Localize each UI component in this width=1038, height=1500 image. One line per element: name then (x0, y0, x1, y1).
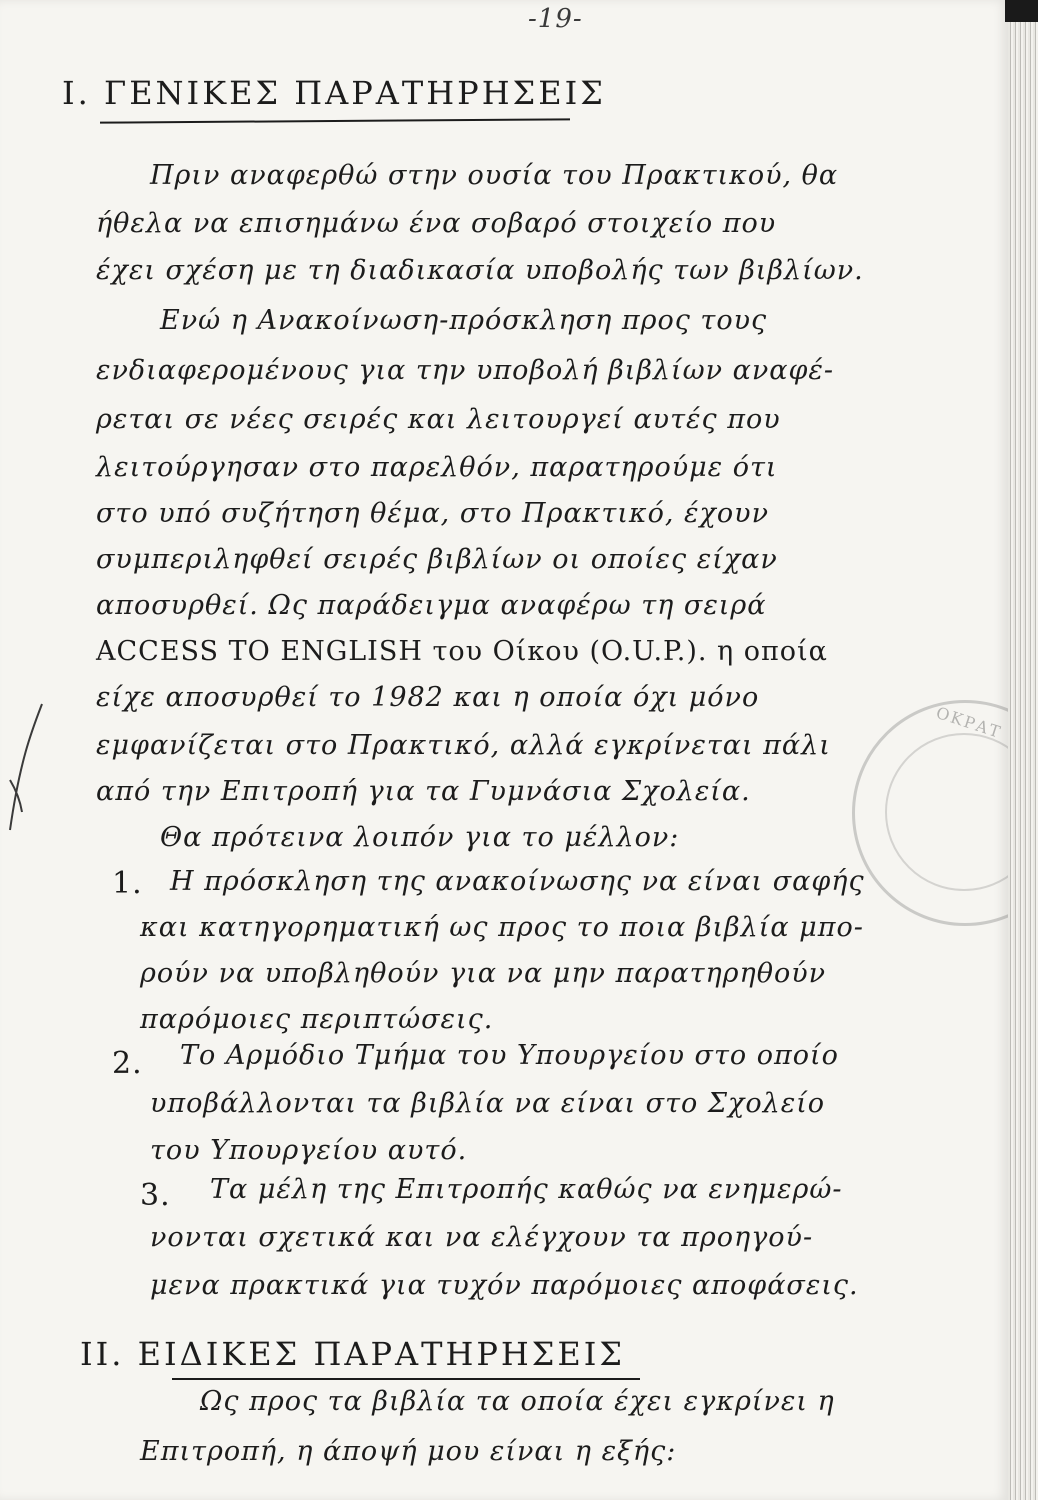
text-line: ρεται σε νέες σειρές και λειτουργεί αυτές που (96, 404, 781, 435)
book-top-corner (1005, 0, 1038, 22)
text-line: Θα πρότεινα λοιπόν για το μέλλον: (160, 822, 680, 853)
text-line: είχε αποσυρθεί το 1982 και η οποία όχι μόνο (96, 682, 760, 713)
text-line: Επιτροπή, η άποψή μου είναι η εξής: (140, 1436, 677, 1467)
stamp-label: ΟΚΡΑΤ (933, 702, 1005, 743)
text-line: Πριν αναφερθώ στην ουσία του Πρακτικού, θα (150, 160, 839, 191)
list-item-line: υποβάλλονται τα βιβλία να είναι στο Σχολείο (150, 1088, 826, 1119)
list-number: 2. (112, 1046, 143, 1081)
list-item-line: μενα πρακτικά για τυχόν παρόμοιες αποφάσεις. (150, 1270, 859, 1301)
text-line: Ως προς τα βιβλία τα οποία έχει εγκρίνει η (200, 1386, 835, 1417)
text-line: αποσυρθεί. Ως παράδειγμα αναφέρω τη σειρά (96, 590, 767, 621)
list-item-line: και κατηγορηματική ως προς το ποια βιβλία μπο- (140, 912, 864, 943)
list-item-line: ρούν να υποβληθούν για να μην παρατηρηθούν (140, 958, 827, 989)
text-line: ενδιαφερομένους για την υποβολή βιβλίων αναφέ- (96, 355, 835, 386)
list-item-line: νονται σχετικά και να ελέγχουν τα προηγού- (150, 1222, 814, 1253)
list-item-line: Τα μέλη της Επιτροπής καθώς να ενημερώ- (210, 1174, 843, 1205)
list-item-line: του Υπουργείου αυτό. (150, 1135, 468, 1166)
section-1-underline (100, 118, 570, 123)
text-line: στο υπό συζήτηση θέμα, στο Πρακτικό, έχουν (96, 498, 769, 529)
list-item-line: Η πρόσκληση της ανακοίνωσης να είναι σαφής (170, 866, 865, 897)
list-item-line: παρόμοιες περιπτώσεις. (140, 1004, 494, 1035)
list-number: 3. (140, 1178, 171, 1213)
list-item-line: Το Αρμόδιο Τμήμα του Υπουργείου στο οποίο (180, 1040, 839, 1071)
section-2-underline (172, 1378, 640, 1380)
margin-check-mark (2, 700, 52, 840)
text-line: συμπεριληφθεί σειρές βιβλίων οι οποίες είχαν (96, 544, 778, 575)
text-line: ACCESS TO ENGLISH του Οίκου (O.U.P.). η οποία (96, 636, 828, 667)
book-page-edge (1008, 0, 1038, 1500)
text-line: ήθελα να επισημάνω ένα σοβαρό στοιχείο που (96, 208, 777, 239)
text-line: έχει σχέση με τη διαδικασία υποβολής των βιβλίων. (96, 255, 864, 286)
section-1-heading: I. ΓΕΝΙΚΕΣ ΠΑΡΑΤΗΡΗΣΕΙΣ (62, 74, 606, 112)
text-line: εμφανίζεται στο Πρακτικό, αλλά εγκρίνεται πάλι (96, 730, 831, 761)
text-line: από την Επιτροπή για τα Γυμνάσια Σχολεία. (96, 776, 751, 807)
page-number: -19- (528, 4, 583, 34)
text-line: λειτούργησαν στο παρελθόν, παρατηρούμε ότι (96, 452, 778, 483)
list-number: 1. (112, 866, 143, 901)
section-2-heading: II. ΕΙΔΙΚΕΣ ΠΑΡΑΤΗΡΗΣΕΙΣ (80, 1335, 626, 1373)
text-line: Ενώ η Ανακοίνωση-πρόσκληση προς τους (160, 305, 768, 336)
